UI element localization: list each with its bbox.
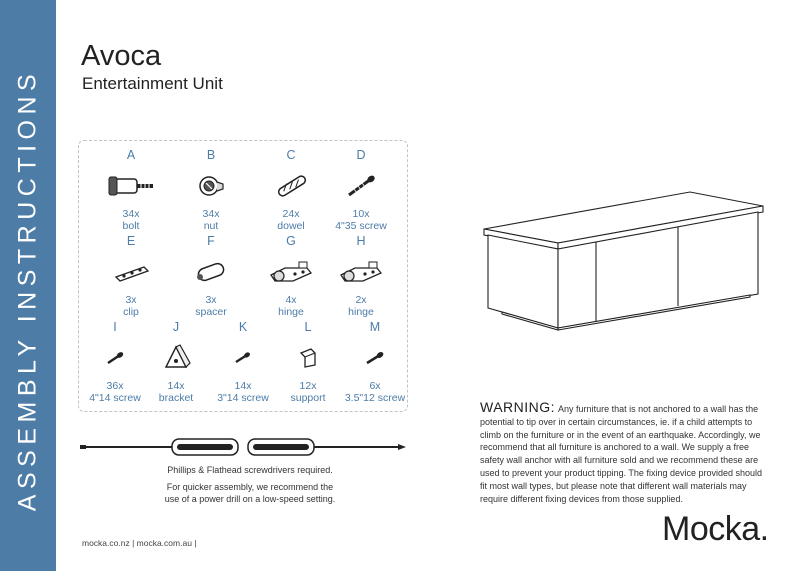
part-qty: 2x xyxy=(355,294,367,306)
screw-icon xyxy=(316,164,406,208)
part-name: hinge xyxy=(348,306,374,318)
drill-note-line: use of a power drill on a low-speed setting. xyxy=(164,493,336,504)
part-letter: E xyxy=(126,234,136,248)
part-name: nut xyxy=(203,220,219,232)
part-letter: I xyxy=(113,320,117,334)
part-name: 3"14 screw xyxy=(217,392,269,404)
sidebar-title: ASSEMBLY INSTRUCTIONS xyxy=(13,68,42,512)
part-qty: 6x xyxy=(369,380,381,392)
part-qty: 14x xyxy=(167,380,185,392)
part-letter: D xyxy=(356,148,366,162)
part-letter: H xyxy=(356,234,366,248)
entertainment-unit-illustration xyxy=(478,182,778,337)
part-letter: C xyxy=(286,148,296,162)
flathead-screwdriver xyxy=(80,439,238,455)
part-letter: K xyxy=(238,320,248,334)
part-name: dowel xyxy=(277,220,305,232)
screwdriver-icon xyxy=(80,434,410,467)
part-qty: 34x xyxy=(122,208,140,220)
footer-urls: mocka.co.nz | mocka.com.au | xyxy=(82,538,197,548)
warning-text: Any furniture that is not anchored to a wall has the potential to tip over in certain circumstances, ie. if a child attempts to climb on the furniture or in the event of an earthquake. Accordingly, we recommend that all furniture is anchored to a wall. We supply a free safety wall anchor with all furniture sold and we recommend these are used to prevent your product tipping. The fixing device provided should fit most wall types, but please note that different wall materials may require different fixing devices from those supplied. xyxy=(480,404,763,504)
part-qty: 14x xyxy=(234,380,252,392)
part-m xyxy=(330,320,420,404)
part-b xyxy=(166,148,256,232)
part-letter: G xyxy=(286,234,296,248)
part-name: 4"14 screw xyxy=(89,392,141,404)
part-qty: 36x xyxy=(106,380,124,392)
part-name: spacer xyxy=(195,306,227,318)
cam-nut-icon xyxy=(166,164,256,208)
phillips-screwdriver xyxy=(248,439,406,455)
part-qty: 12x xyxy=(299,380,317,392)
drill-note-line: For quicker assembly, we recommend the xyxy=(166,482,334,492)
part-d xyxy=(316,148,406,232)
warning-title: WARNING: xyxy=(480,399,556,415)
part-qty: 3x xyxy=(125,294,137,306)
part-letter: B xyxy=(206,148,216,162)
part-name: bolt xyxy=(122,220,140,232)
part-qty: 10x xyxy=(352,208,370,220)
part-name: 4"35 screw xyxy=(335,220,387,232)
part-letter: A xyxy=(126,148,136,162)
spacer-icon xyxy=(166,250,256,294)
warning-block xyxy=(480,401,770,505)
part-qty: 4x xyxy=(285,294,297,306)
part-letter: F xyxy=(207,234,215,248)
part-name: 3.5"12 screw xyxy=(344,392,406,404)
bolt-icon xyxy=(86,164,176,208)
mocka-logo: Mocka. xyxy=(662,510,769,548)
part-qty: 34x xyxy=(202,208,220,220)
drill-note xyxy=(100,482,400,505)
hinge-icon xyxy=(316,250,406,294)
page-title: Avoca xyxy=(81,40,162,72)
part-name: support xyxy=(290,392,326,404)
part-name: hinge xyxy=(278,306,304,318)
part-letter: M xyxy=(369,320,381,334)
sidebar-band xyxy=(0,0,56,571)
part-f xyxy=(166,234,256,318)
part-e xyxy=(86,234,176,318)
part-h xyxy=(316,234,406,318)
screwdriver-note: Phillips & Flathead screwdrivers required. xyxy=(167,465,333,475)
part-name: clip xyxy=(123,306,139,318)
part-letter: J xyxy=(172,320,180,334)
screw-icon xyxy=(330,336,420,380)
part-qty: 24x xyxy=(282,208,300,220)
page-subtitle: Entertainment Unit xyxy=(82,74,223,93)
part-name: bracket xyxy=(158,392,194,404)
part-qty: 3x xyxy=(205,294,217,306)
part-letter: L xyxy=(304,320,312,334)
part-a xyxy=(86,148,176,232)
clip-icon xyxy=(86,250,176,294)
